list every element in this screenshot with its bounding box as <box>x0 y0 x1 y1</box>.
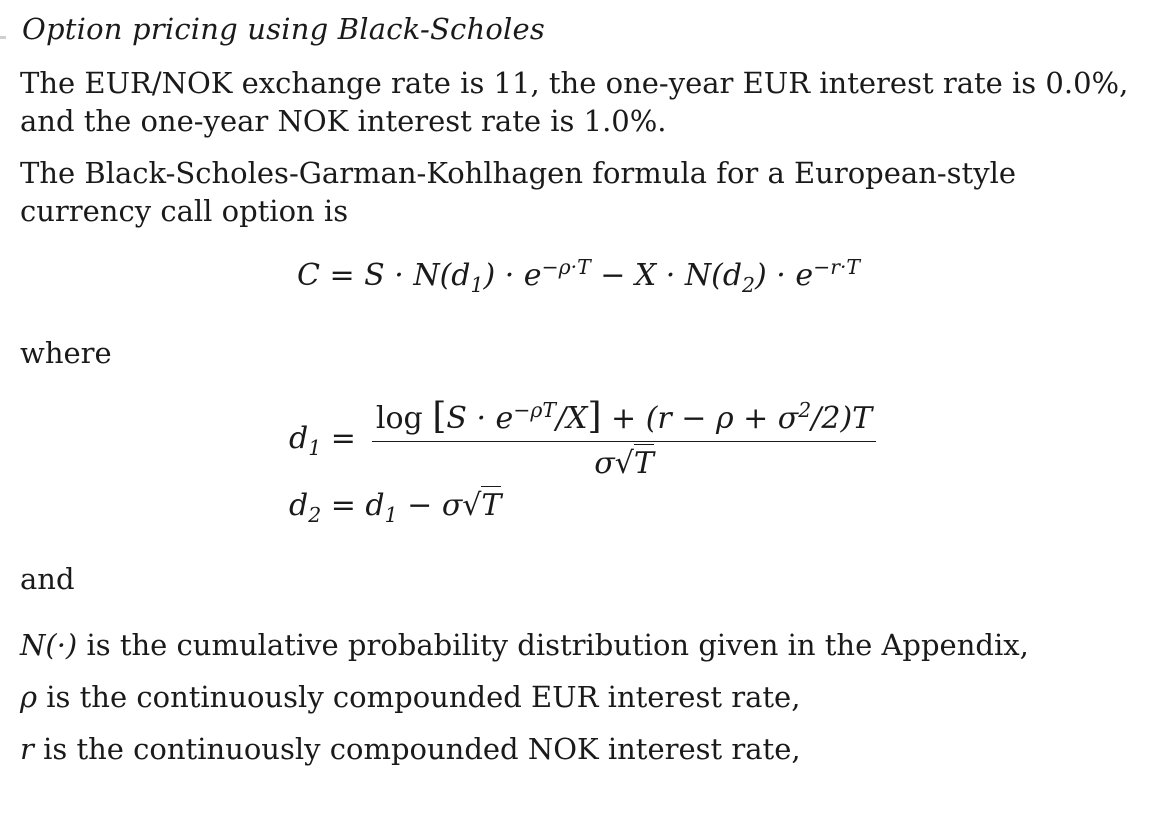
d1-tail: + (r − ρ + σ <box>601 401 799 436</box>
d1-equals: = <box>330 421 356 456</box>
d1-open-bracket: [ <box>432 396 447 437</box>
where-label: where <box>20 336 112 370</box>
formula-intro-paragraph: The Black-Scholes-Garman-Kohlhagen formula for a European-style currency call option is <box>20 156 1017 228</box>
d1-log: log <box>375 401 423 436</box>
definition-r <box>20 730 1130 768</box>
d1-denominator <box>594 442 654 481</box>
definition-rho <box>20 678 1130 716</box>
call-price-formula <box>297 255 861 297</box>
n-definition-text: is the cumulative probability distribution given in the Appendix, <box>77 628 1029 662</box>
d1-inner-exp: −ρT <box>513 398 556 422</box>
exchange-rate-paragraph: The EUR/NOK exchange rate is 11, the one-year EUR interest rate is 0.0%, and the one-year NOK interest rate is 1.0%. <box>20 66 1129 138</box>
call-formula-mid-2: − X · N(d <box>590 258 743 293</box>
r-definition-text: is the continuously compounded NOK interest rate, <box>33 732 801 766</box>
definition-n <box>20 626 1130 664</box>
d1-var: d <box>289 421 309 456</box>
d2-rhs-a: = d <box>321 488 385 523</box>
d2-sqrt-symbol: √ <box>462 488 482 523</box>
call-formula-exp-2: −r·T <box>813 255 861 279</box>
section-heading: Option pricing using Black-Scholes <box>22 12 545 46</box>
call-formula-exp-1: −ρ·T <box>541 255 591 279</box>
d1-formula <box>289 396 876 481</box>
d1-sqrt-symbol: √ <box>614 446 634 481</box>
rho-definition-text: is the continuously compounded EUR interest rate, <box>37 680 801 714</box>
d1-inner: S · e <box>446 401 514 436</box>
call-formula-mid-3: ) · e <box>755 258 814 293</box>
d2-t: T <box>481 488 502 523</box>
d1-tail-end: /2)T <box>811 401 873 436</box>
call-formula-sub-2: 2 <box>742 273 756 297</box>
d1-lhs <box>289 421 356 460</box>
d2-rhs-sub: 1 <box>384 503 398 527</box>
and-label: and <box>20 562 75 596</box>
d1-over-x: /X <box>555 401 588 436</box>
rho-symbol: ρ <box>20 680 38 714</box>
d1-fraction <box>372 396 876 481</box>
d1-den-t: T <box>633 446 654 481</box>
r-symbol: r <box>20 732 34 766</box>
d2-rhs-b: − σ <box>397 488 463 523</box>
d1-sigma-sq: 2 <box>798 398 812 422</box>
d1-den-sigma: σ <box>594 446 615 481</box>
d2-var-sub: 2 <box>308 503 322 527</box>
d1-var-sub: 1 <box>308 436 322 460</box>
call-formula-lhs: C = S · N(d <box>297 258 471 293</box>
d1-numerator <box>372 396 876 442</box>
call-formula-mid-1: ) · e <box>483 258 542 293</box>
margin-mark <box>0 36 6 39</box>
d2-var: d <box>289 488 309 523</box>
d1-close-bracket: ] <box>587 396 602 437</box>
d2-formula <box>289 488 502 527</box>
n-symbol: N(·) <box>20 628 78 662</box>
call-formula-sub-1: 1 <box>470 273 484 297</box>
